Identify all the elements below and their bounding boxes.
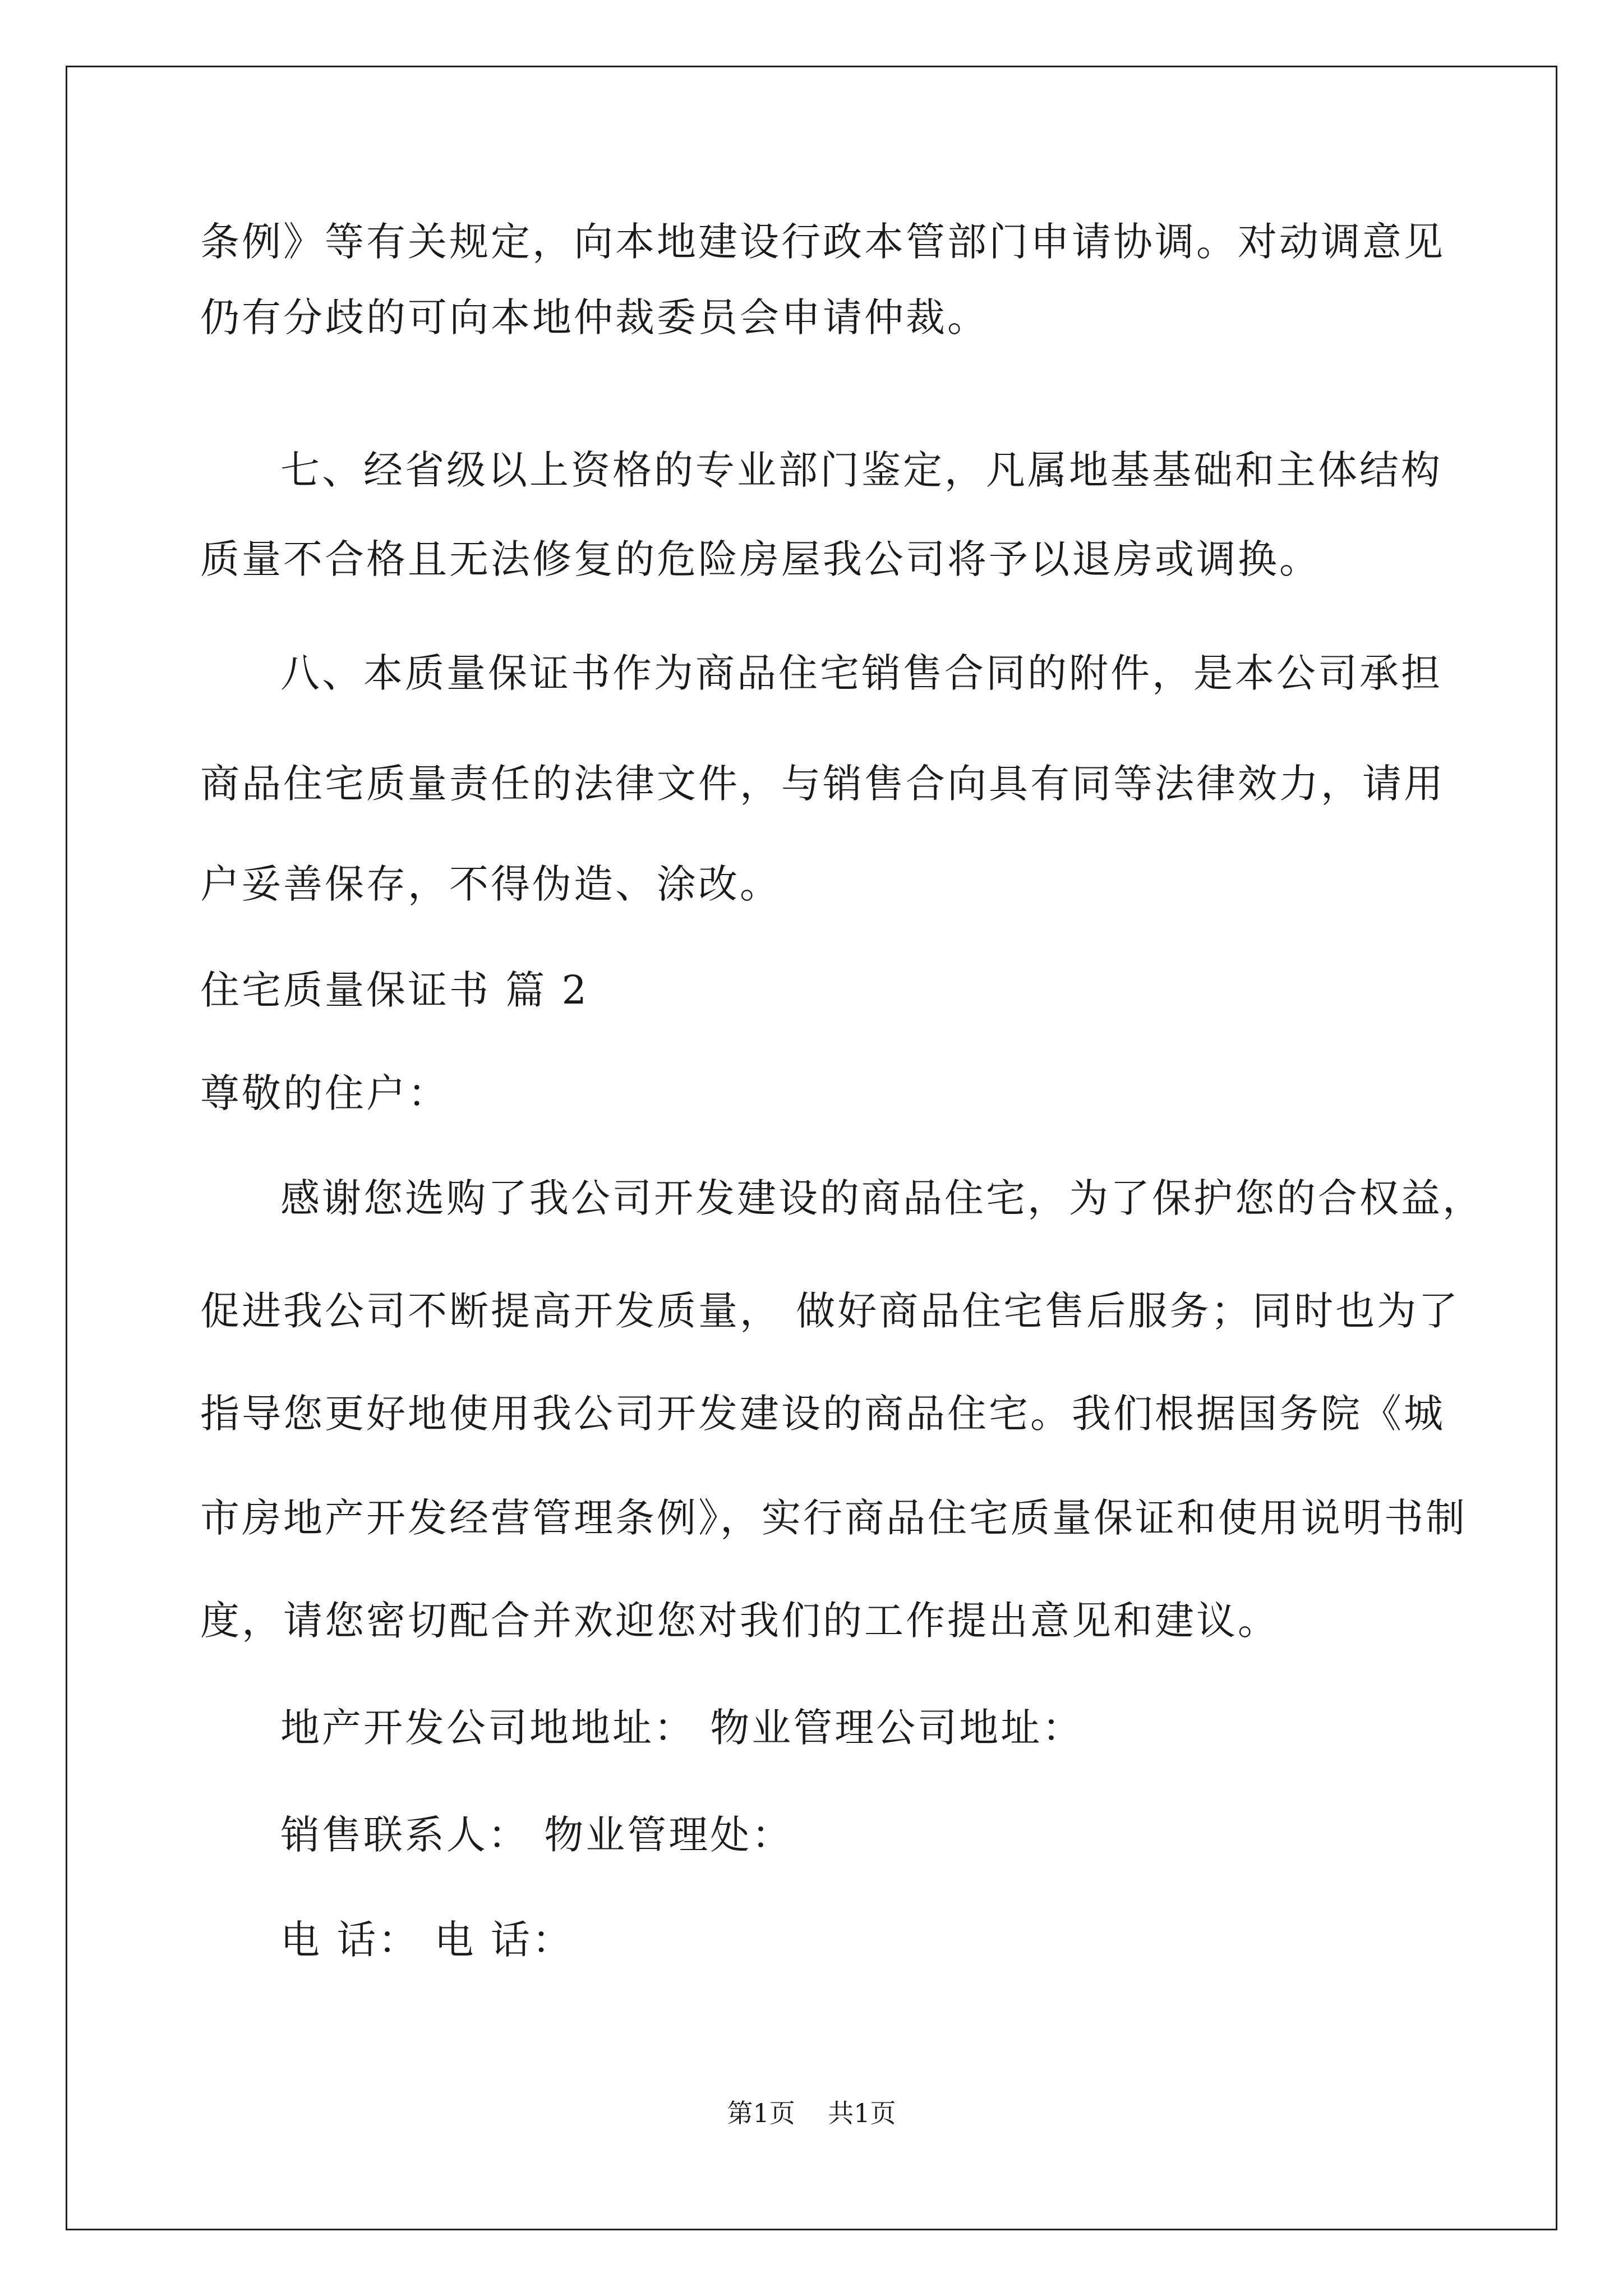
salutation: 尊敬的住户： bbox=[200, 1070, 449, 1116]
body-line: 质量不合格且无法修复的危险房屋我公司将予以退房或调换。 bbox=[200, 536, 1321, 582]
page-number: 第1页 共1页 bbox=[727, 2098, 896, 2128]
paragraph-line: 感谢您选购了我公司开发建设的商品住宅，为了保护您的合权益， bbox=[280, 1175, 1484, 1221]
contact-line: 销售联系人： 物业管理处： bbox=[280, 1812, 794, 1858]
section-heading: 住宅质量保证书 篇 2 bbox=[200, 967, 589, 1013]
body-line: 度，请您密切配合并欢迎您对我们的工作提出意见和建议。 bbox=[200, 1598, 1279, 1644]
body-line: 市房地产开发经营管理条例》，实行商品住宅质量保证和使用说明书制 bbox=[200, 1495, 1467, 1541]
body-line: 指导您更好地使用我公司开发建设的商品住宅。我们根据国务院《城 bbox=[200, 1391, 1445, 1437]
page-frame bbox=[66, 66, 1557, 2230]
body-line: 促进我公司不断提高开发质量， 做好商品住宅售后服务；同时也为了 bbox=[200, 1288, 1460, 1334]
phone-line: 电 话： 电 话： bbox=[280, 1917, 574, 1963]
body-line: 商品住宅质量责任的法律文件，与销售合向具有同等法律效力，请用 bbox=[200, 761, 1445, 807]
body-line: 户妥善保存，不得伪造、涂改。 bbox=[200, 861, 781, 907]
body-line: 仍有分歧的可向本地仲裁委员会申请仲裁。 bbox=[200, 295, 989, 341]
address-line: 地产开发公司地地址： 物业管理公司地址： bbox=[280, 1705, 1084, 1751]
body-line: 条例》等有关规定，向本地建设行政本管部门申请协调。对动调意见 bbox=[200, 219, 1445, 265]
paragraph-line: 八、本质量保证书作为商品住宅销售合同的附件，是本公司承担 bbox=[280, 650, 1442, 696]
paragraph-line: 七、经省级以上资格的专业部门鉴定，凡属地基基础和主体结构 bbox=[280, 447, 1442, 493]
